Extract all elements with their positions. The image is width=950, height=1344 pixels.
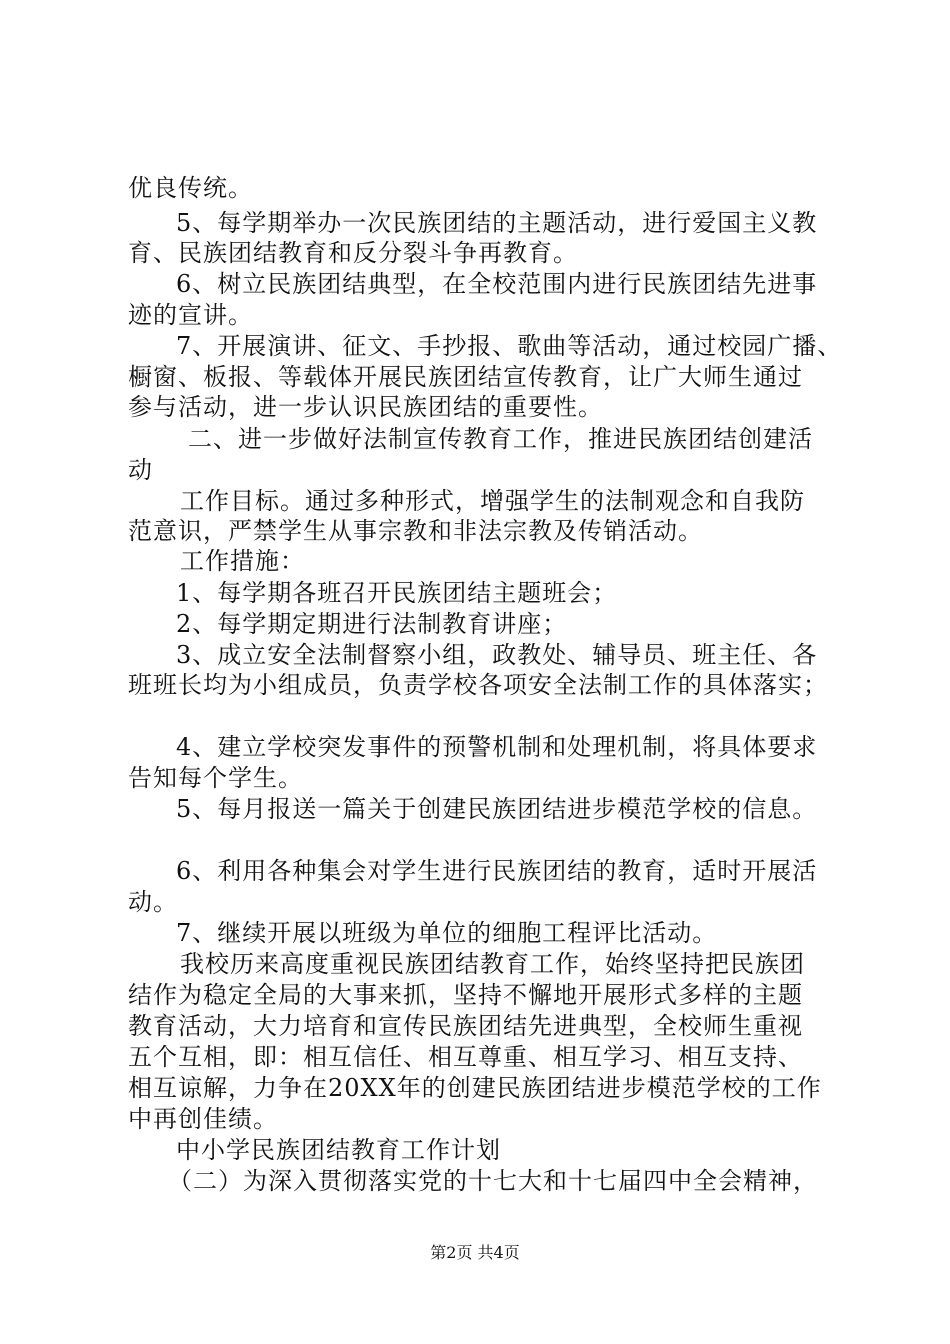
body-line-5: 迹的宣讲。: [128, 301, 253, 329]
body-line-11: 工作目标。通过多种形式，增强学生的法制观念和自我防: [180, 487, 805, 515]
body-line-6: 7、开展演讲、征文、手抄报、歌曲等活动，通过校园广播、: [176, 332, 843, 360]
body-line-31: （二）为深入贯彻落实党的十七大和十七届四中全会精神，: [168, 1167, 818, 1195]
body-line-23: 7、继续开展以班级为单位的细胞工程评比活动。: [176, 919, 718, 947]
body-line-7: 橱窗、板报、等载体开展民族团结宣传教育，让广大师生通过: [128, 363, 803, 391]
body-line-2: 5、每学期举办一次民族团结的主题活动，进行爱国主义教: [176, 209, 818, 237]
body-line-20: 5、每月报送一篇关于创建民族团结进步模范学校的信息。: [176, 795, 818, 823]
body-line-4: 6、树立民族团结典型，在全校范围内进行民族团结先进事: [176, 270, 818, 298]
body-line-28: 相互谅解，力争在20XX年的创建民族团结进步模范学校的工作: [128, 1074, 822, 1102]
body-line-10: 动: [128, 456, 153, 484]
body-line-13: 工作措施：: [180, 547, 305, 575]
body-line-24: 我校历来高度重视民族团结教育工作，始终坚持把民族团: [180, 950, 805, 978]
body-line-26: 教育活动，大力培育和宣传民族团结先进典型，全校师生重视: [128, 1012, 803, 1040]
body-line-21: 6、利用各种集会对学生进行民族团结的教育，适时开展活: [176, 857, 818, 885]
body-line-9: 二、进一步做好法制宣传教育工作，推进民族团结创建活: [188, 425, 813, 453]
body-line-18: 4、建立学校突发事件的预警机制和处理机制，将具体要求: [176, 733, 818, 761]
body-line-1: 优良传统。: [128, 174, 253, 202]
body-line-30: 中小学民族团结教育工作计划: [176, 1136, 501, 1164]
page-number-footer: 第2页 共4页: [430, 1243, 520, 1262]
body-line-8: 参与活动，进一步认识民族团结的重要性。: [128, 393, 603, 421]
body-line-14: 1、每学期各班召开民族团结主题班会；: [176, 579, 618, 607]
body-line-19: 告知每个学生。: [128, 764, 303, 792]
body-line-22: 动。: [128, 888, 178, 916]
body-line-27: 五个互相，即：相互信任、相互尊重、相互学习、相互支持、: [128, 1043, 803, 1071]
body-line-17: 班班长均为小组成员，负责学校各项安全法制工作的具体落实；: [128, 671, 828, 699]
body-line-12: 范意识，严禁学生从事宗教和非法宗教及传销活动。: [128, 517, 703, 545]
body-line-16: 3、成立安全法制督察小组，政教处、辅导员、班主任、各: [176, 641, 818, 669]
body-line-3: 育、民族团结教育和反分裂斗争再教育。: [128, 239, 578, 267]
body-line-25: 结作为稳定全局的大事来抓，坚持不懈地开展形式多样的主题: [128, 981, 803, 1009]
body-line-29: 中再创佳绩。: [128, 1105, 278, 1133]
body-line-15: 2、每学期定期进行法制教育讲座；: [176, 610, 568, 638]
